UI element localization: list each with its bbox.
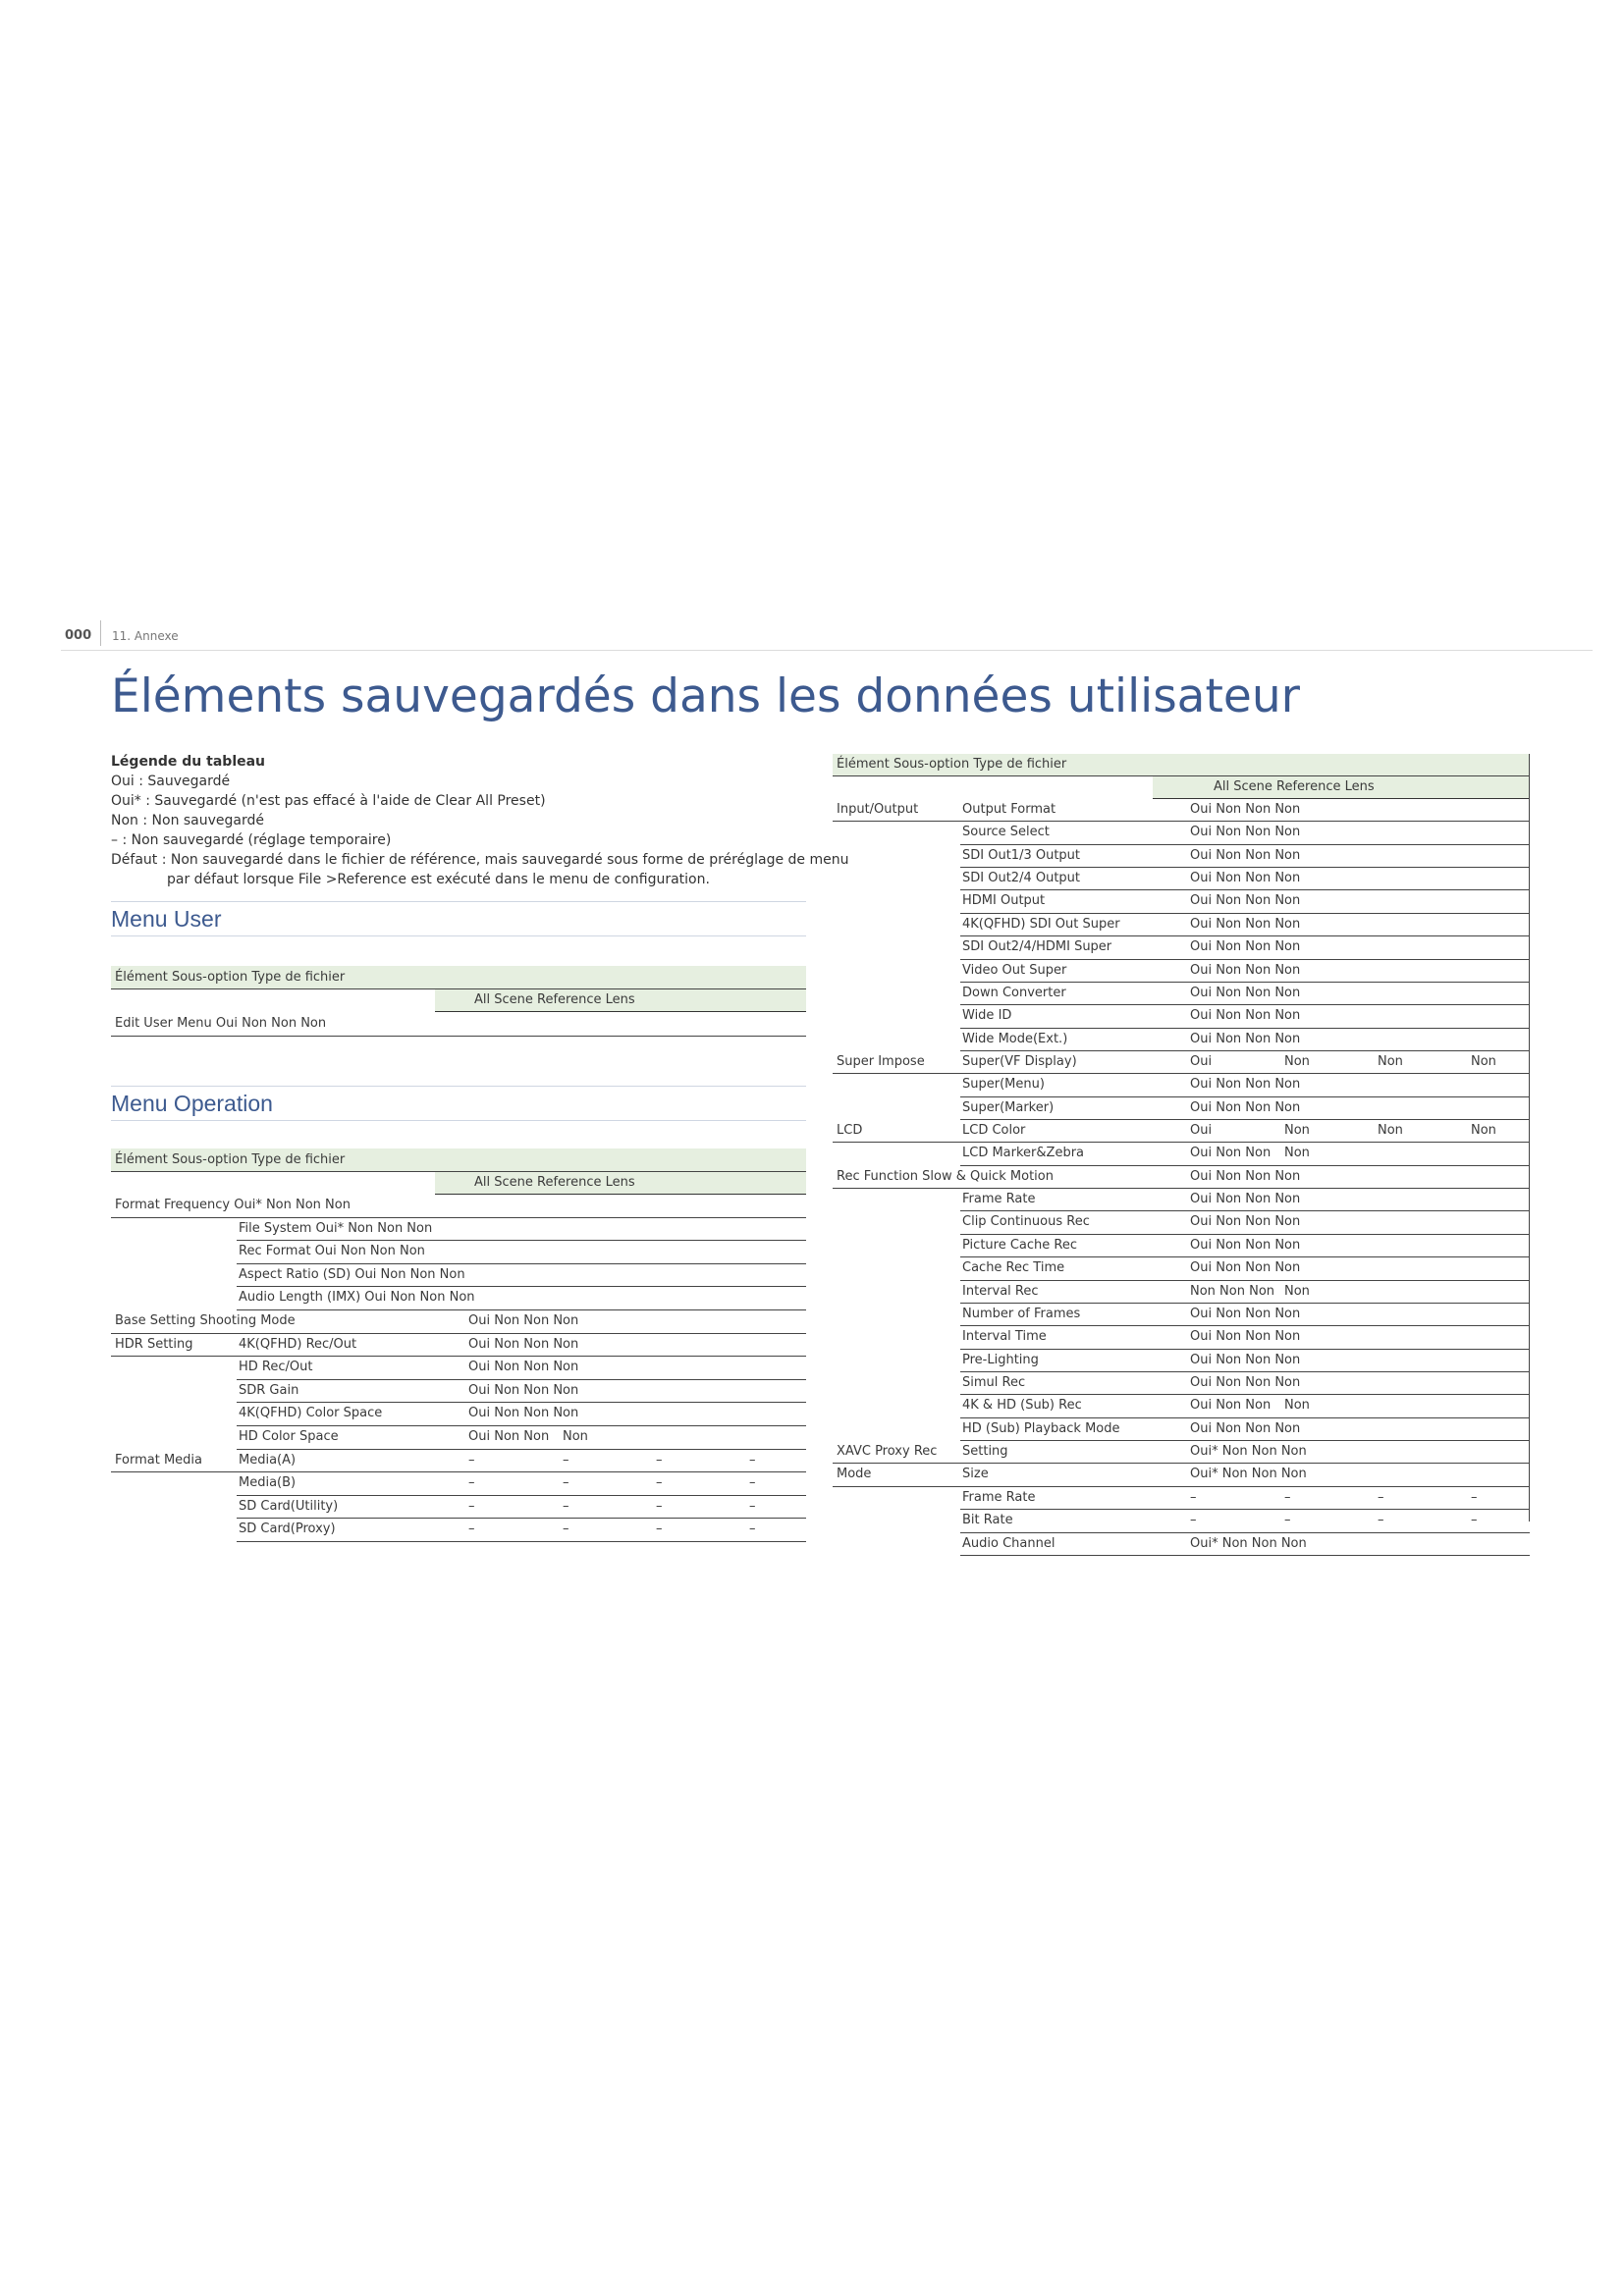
table-cell-value: Oui Non Non Non	[1190, 802, 1301, 817]
table-cell-suboption: Media(B)	[239, 1475, 297, 1491]
table-row	[237, 1519, 806, 1542]
table-row	[833, 1464, 1530, 1486]
table-cell-suboption: 4K(QFHD) Color Space	[239, 1406, 383, 1421]
table-cell-value: –	[749, 1475, 756, 1491]
table-row	[960, 1257, 1530, 1280]
table-cell-suboption: SDI Out2/4 Output	[962, 871, 1081, 886]
table-cell-value: –	[1284, 1513, 1291, 1528]
table-cell-item: Input/Output	[837, 802, 919, 817]
table-cell-value: Oui Non Non Non	[1190, 1192, 1301, 1207]
table-cell-suboption: 4K & HD (Sub) Rec	[962, 1398, 1082, 1414]
table-cell-value: –	[468, 1522, 475, 1537]
table-row	[960, 1372, 1530, 1395]
table-row	[960, 1418, 1530, 1441]
table-row	[833, 1441, 1530, 1464]
table-cell-suboption: Video Out Super	[962, 962, 1067, 978]
table-cell-suboption: Interval Rec	[962, 1283, 1039, 1299]
table-legend	[111, 752, 849, 889]
table-right-border	[1529, 754, 1530, 1522]
table-row	[960, 845, 1530, 868]
page-number: 000	[65, 628, 92, 643]
table-row	[960, 1211, 1530, 1234]
table-cell-value: Non	[1284, 1053, 1310, 1069]
table-row	[960, 936, 1530, 959]
table-cell-value: Oui Non Non Non	[468, 1336, 579, 1352]
table-cell-value: Non	[1284, 1123, 1310, 1139]
table-row	[833, 799, 1530, 822]
table-cell-value: –	[1471, 1489, 1478, 1505]
table-header-subrow	[435, 1172, 806, 1195]
table-cell-value: Oui Non Non Non	[1190, 1214, 1301, 1230]
table-cell-value: –	[1378, 1489, 1384, 1505]
table-row	[237, 1241, 806, 1264]
legend-defaut-text-1: Non sauvegardé dans le fichier de référence, mais sauvegardé sous forme de préréglage de menu	[170, 852, 849, 868]
menu-operation-heading: Menu Operation	[111, 1091, 273, 1116]
table-cell-suboption: SDR Gain	[239, 1382, 299, 1398]
legend-line: Non : Non sauvegardé	[111, 813, 265, 828]
table-cell-item: Mode	[837, 1467, 872, 1482]
table-cell-value: –	[563, 1452, 569, 1468]
table-cell-value: Oui Non Non Non	[1190, 893, 1301, 909]
table-cell-suboption: SDI Out1/3 Output	[962, 847, 1081, 863]
table-header-filetypes: All Scene Reference Lens	[474, 992, 635, 1007]
table-row	[960, 983, 1530, 1005]
table-row	[833, 1120, 1530, 1143]
table-cell-value: Oui	[1190, 1123, 1213, 1139]
table-row	[960, 1350, 1530, 1372]
table-cell-suboption: Aspect Ratio (SD) Oui Non Non Non	[239, 1266, 465, 1282]
table-row	[833, 1166, 1530, 1189]
table-header-subrow	[435, 989, 806, 1012]
table-cell-value: Oui Non Non Non	[1190, 1420, 1301, 1436]
table-cell-value: –	[1378, 1513, 1384, 1528]
table-cell-item: Format Media	[115, 1452, 202, 1468]
table-cell-suboption: SD Card(Utility)	[239, 1498, 339, 1514]
table-cell-suboption: HD Color Space	[239, 1428, 339, 1444]
table-cell-suboption: Picture Cache Rec	[962, 1237, 1077, 1253]
header-divider	[100, 620, 101, 646]
table-row	[960, 1487, 1530, 1510]
table-cell-suboption: HD Rec/Out	[239, 1360, 313, 1375]
legend-defaut	[111, 850, 849, 870]
table-cell-value: –	[563, 1475, 569, 1491]
table-row	[960, 868, 1530, 890]
table-row	[960, 960, 1530, 983]
table-cell-suboption: Output Format	[962, 802, 1056, 817]
table-cell-suboption: Frame Rate	[962, 1489, 1036, 1505]
legend-line: – : Non sauvegardé (réglage temporaire)	[111, 832, 392, 848]
table-cell-suboption: 4K(QFHD) SDI Out Super	[962, 916, 1120, 932]
table-cell-value: Oui Non Non Non	[1190, 847, 1301, 863]
table-cell-value: Oui Non Non Non	[1190, 1237, 1301, 1253]
table-cell-value: Non	[1378, 1053, 1403, 1069]
table-cell-value: Oui Non Non Non	[1190, 1329, 1301, 1345]
table-cell-suboption: Super(Menu)	[962, 1077, 1045, 1093]
table-row	[237, 1496, 806, 1520]
table-row	[237, 1472, 806, 1496]
table-cell-item: Super Impose	[837, 1053, 925, 1069]
table-cell-value: Oui Non Non	[1190, 1146, 1272, 1161]
table-cell-suboption: HDMI Output	[962, 893, 1046, 909]
table-row	[960, 1533, 1530, 1556]
table-cell-value: –	[563, 1522, 569, 1537]
table-cell-suboption: File System Oui* Non Non Non	[239, 1220, 433, 1236]
table-cell-value: Oui Non Non Non	[1190, 1374, 1301, 1390]
table-cell-suboption: Pre-Lighting	[962, 1352, 1039, 1367]
table-cell-value: –	[468, 1452, 475, 1468]
table-cell-suboption: Super(Marker)	[962, 1099, 1055, 1115]
table-cell-item: XAVC Proxy Rec	[837, 1444, 938, 1460]
table-cell-value: –	[656, 1452, 663, 1468]
table-cell-suboption: Down Converter	[962, 985, 1066, 1000]
table-cell-suboption: HD (Sub) Playback Mode	[962, 1420, 1120, 1436]
table-cell-suboption: Wide ID	[962, 1008, 1012, 1024]
table-cell-value: –	[656, 1522, 663, 1537]
menu-user-heading: Menu User	[111, 906, 222, 932]
table-cell-suboption: Audio Length (IMX) Oui Non Non Non	[239, 1290, 475, 1306]
legend-defaut-continued	[111, 870, 808, 889]
table-header-subrow	[1153, 776, 1530, 799]
table-cell-value: –	[749, 1452, 756, 1468]
table-cell-value: Non	[1378, 1123, 1403, 1139]
table-row	[960, 1304, 1530, 1326]
table-cell-item: HDR Setting	[115, 1336, 193, 1352]
table-cell-item: Format Frequency Oui* Non Non Non	[115, 1198, 351, 1212]
table-cell-suboption: Audio Channel	[962, 1535, 1056, 1551]
legend-defaut-text-2: par défaut lorsque File >Reference est exécuté dans le menu de configuration.	[167, 872, 710, 887]
table-cell-value: Oui Non Non Non	[468, 1312, 579, 1328]
table-cell-item: Edit User Menu Oui Non Non Non	[115, 1016, 327, 1031]
table-cell-value: –	[656, 1475, 663, 1491]
page-header	[61, 618, 1593, 651]
table-cell-suboption: Source Select	[962, 825, 1050, 840]
table-cell-value: Oui Non Non Non	[1190, 916, 1301, 932]
table-header-label: Élément Sous-option Type de fichier	[115, 1152, 346, 1167]
table-cell-value: –	[656, 1498, 663, 1514]
table-row	[237, 1287, 806, 1310]
table-row	[111, 1450, 806, 1473]
table-cell-value: –	[749, 1522, 756, 1537]
table-cell-value: Non Non Non	[1190, 1283, 1275, 1299]
table-cell-value: –	[1284, 1489, 1291, 1505]
table-header-row	[111, 966, 806, 989]
table-header-row	[111, 1148, 806, 1172]
table-header-label: Élément Sous-option Type de fichier	[115, 970, 346, 985]
table-cell-suboption: Bit Rate	[962, 1513, 1013, 1528]
table-cell-suboption: LCD Marker&Zebra	[962, 1146, 1085, 1161]
table-cell-value: –	[468, 1475, 475, 1491]
table-cell-suboption: Media(A)	[239, 1452, 297, 1468]
table-cell-value: –	[468, 1498, 475, 1514]
table-cell-value: Oui Non Non Non	[1190, 939, 1301, 955]
table-cell-suboption: SD Card(Proxy)	[239, 1522, 336, 1537]
menu-user-table	[111, 966, 806, 1037]
table-row	[960, 1005, 1530, 1028]
table-cell-suboption: Simul Rec	[962, 1374, 1026, 1390]
table-row	[237, 1218, 806, 1242]
table-cell-value: Oui Non Non Non	[1190, 1099, 1301, 1115]
table-cell-value: Oui Non Non Non	[1190, 825, 1301, 840]
table-row	[960, 1074, 1530, 1096]
table-cell-value: –	[1471, 1513, 1478, 1528]
table-cell-value: Oui Non Non Non	[1190, 1168, 1301, 1184]
table-row	[960, 914, 1530, 936]
table-cell-value: Oui Non Non Non	[468, 1360, 579, 1375]
table-cell-value: Oui Non Non Non	[468, 1406, 579, 1421]
table-cell-value: –	[1190, 1489, 1197, 1505]
table-cell-value: Oui Non Non Non	[1190, 962, 1301, 978]
table-cell-suboption: LCD Color	[962, 1123, 1026, 1139]
table-cell-value: –	[749, 1498, 756, 1514]
table-header-row	[833, 754, 1530, 776]
menu-operation-section	[111, 1086, 806, 1121]
table-cell-value: Oui Non Non Non	[1190, 1031, 1301, 1046]
table-row	[960, 1510, 1530, 1532]
table-row	[237, 1403, 806, 1426]
table-row	[960, 1097, 1530, 1120]
table-row	[111, 1195, 806, 1218]
table-cell-suboption: Cache Rec Time	[962, 1260, 1065, 1276]
table-row	[960, 1143, 1530, 1165]
table-header-filetypes: All Scene Reference Lens	[1214, 779, 1375, 794]
table-cell-suboption: Rec Format Oui Non Non Non	[239, 1244, 425, 1259]
table-cell-value: Non	[1284, 1146, 1310, 1161]
table-cell-item: Base Setting Shooting Mode	[115, 1312, 296, 1328]
table-row	[960, 1235, 1530, 1257]
table-cell-value: Oui Non Non Non	[1190, 1352, 1301, 1367]
table-cell-value: Oui* Non Non Non	[1190, 1444, 1307, 1460]
table-cell-value: Oui Non Non Non	[1190, 1008, 1301, 1024]
table-cell-suboption: SDI Out2/4/HDMI Super	[962, 939, 1112, 955]
table-row	[833, 1051, 1530, 1074]
table-cell-value: Non	[1471, 1053, 1496, 1069]
table-row	[960, 1029, 1530, 1051]
chapter-label: 11. Annexe	[112, 629, 179, 643]
table-cell-value: Oui Non Non	[468, 1428, 550, 1444]
legend-defaut-label: Défaut :	[111, 852, 167, 868]
table-cell-value: Oui Non Non Non	[1190, 985, 1301, 1000]
table-cell-value: Oui Non Non Non	[468, 1382, 579, 1398]
legend-title: Légende du tableau	[111, 754, 266, 770]
table-header-filetypes: All Scene Reference Lens	[474, 1175, 635, 1190]
page-title: Éléments sauvegardés dans les données utilisateur	[111, 669, 1300, 723]
table-row	[111, 1334, 806, 1358]
table-cell-value: –	[1190, 1513, 1197, 1528]
table-row	[960, 1395, 1530, 1417]
table-cell-value: Oui* Non Non Non	[1190, 1535, 1307, 1551]
menu-user-section	[111, 901, 806, 936]
right-settings-table	[833, 754, 1530, 1556]
table-cell-suboption: Frame Rate	[962, 1192, 1036, 1207]
table-row	[960, 822, 1530, 844]
table-cell-suboption: Wide Mode(Ext.)	[962, 1031, 1068, 1046]
table-cell-suboption: Number of Frames	[962, 1306, 1081, 1321]
table-cell-value: Oui	[1190, 1053, 1213, 1069]
legend-line: Oui* : Sauvegardé (n'est pas effacé à l'aide de Clear All Preset)	[111, 793, 546, 809]
table-cell-suboption: Size	[962, 1467, 989, 1482]
table-row	[960, 1326, 1530, 1349]
table-cell-item: LCD	[837, 1123, 863, 1139]
table-cell-suboption: Super(VF Display)	[962, 1053, 1077, 1069]
table-cell-value: Oui* Non Non Non	[1190, 1467, 1307, 1482]
table-cell-value: –	[563, 1498, 569, 1514]
table-cell-suboption: Clip Continuous Rec	[962, 1214, 1090, 1230]
table-cell-value: Non	[563, 1428, 588, 1444]
table-cell-value: Oui Non Non Non	[1190, 1077, 1301, 1093]
legend-line: Oui : Sauvegardé	[111, 774, 231, 789]
table-row	[960, 1281, 1530, 1304]
table-cell-item: Rec Function Slow & Quick Motion	[837, 1168, 1054, 1184]
table-row	[237, 1426, 806, 1450]
table-row	[111, 1310, 806, 1334]
table-header-label: Élément Sous-option Type de fichier	[837, 757, 1067, 772]
table-cell-value: Non	[1284, 1283, 1310, 1299]
table-cell-value: Oui Non Non Non	[1190, 1306, 1301, 1321]
table-cell-value: Oui Non Non Non	[1190, 871, 1301, 886]
table-cell-value: Non	[1471, 1123, 1496, 1139]
table-row	[111, 1012, 806, 1037]
table-cell-value: Oui Non Non	[1190, 1398, 1272, 1414]
menu-operation-table	[111, 1148, 806, 1542]
table-cell-value: Non	[1284, 1398, 1310, 1414]
table-cell-value: Oui Non Non Non	[1190, 1260, 1301, 1276]
table-cell-suboption: Interval Time	[962, 1329, 1047, 1345]
table-row	[237, 1357, 806, 1380]
table-row	[237, 1380, 806, 1404]
table-row	[960, 1189, 1530, 1211]
table-row	[960, 890, 1530, 913]
table-cell-suboption: 4K(QFHD) Rec/Out	[239, 1336, 357, 1352]
table-cell-suboption: Setting	[962, 1444, 1008, 1460]
table-row	[237, 1264, 806, 1288]
